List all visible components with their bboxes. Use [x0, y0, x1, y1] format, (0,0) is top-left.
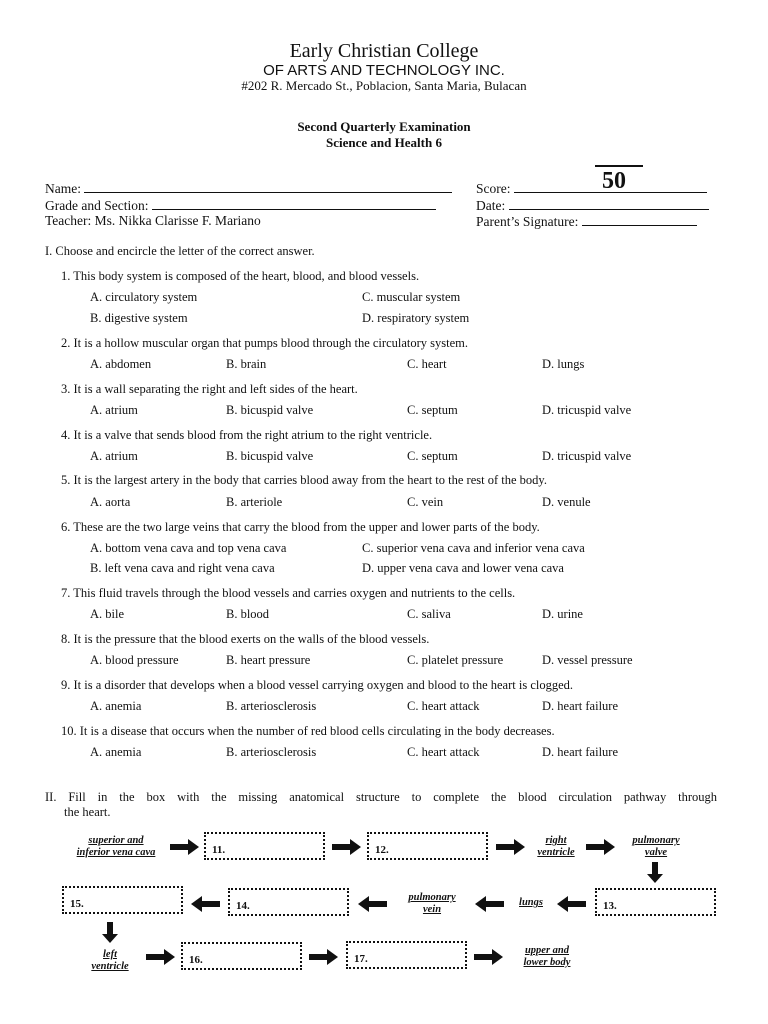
arrow-down-icon	[646, 862, 664, 884]
arrow-left-icon	[474, 895, 504, 913]
name-field[interactable]	[45, 180, 452, 197]
q6-option-d[interactable]: D. upper vena cava and lower vena cava	[362, 561, 564, 575]
answer-box-17[interactable]: 17.	[346, 941, 467, 969]
q10-option-b[interactable]: B. arteriosclerosis	[226, 745, 317, 759]
q3-option-a[interactable]: A. atrium	[90, 403, 138, 417]
question-6: 6. These are the two large veins that carry the blood from the upper and lower parts of the body.	[61, 520, 540, 534]
score-label: Score:	[476, 181, 511, 196]
exam-title: Second Quarterly Examination	[297, 119, 471, 134]
q1-option-d[interactable]: D. respiratory system	[362, 311, 470, 325]
arrow-right-icon	[474, 948, 504, 966]
q3-option-b[interactable]: B. bicuspid valve	[226, 403, 314, 417]
name-label: Name:	[45, 181, 81, 196]
answer-box-13[interactable]: 13.	[595, 888, 716, 916]
q4-option-a[interactable]: A. atrium	[90, 449, 138, 463]
q10-option-a[interactable]: A. anemia	[90, 745, 142, 759]
q5-option-b[interactable]: B. arteriole	[226, 495, 283, 509]
label-pulmonary-valve: pulmonary valve	[632, 835, 680, 858]
part1-instruction: I. Choose and encircle the letter of the correct answer.	[45, 244, 315, 258]
name-line	[84, 180, 452, 193]
q6-option-c[interactable]: C. superior vena cava and inferior vena cava	[362, 541, 585, 555]
grade-label: Grade and Section:	[45, 198, 149, 213]
q5-option-c[interactable]: C. vein	[407, 495, 444, 509]
q2-option-d[interactable]: D. lungs	[542, 357, 585, 371]
q9-option-c[interactable]: C. heart attack	[407, 699, 480, 713]
q8-option-d[interactable]: D. vessel pressure	[542, 653, 633, 667]
arrow-right-icon	[170, 838, 200, 856]
q9-option-b[interactable]: B. arteriosclerosis	[226, 699, 317, 713]
q3-option-d[interactable]: D. tricuspid valve	[542, 403, 632, 417]
school-address: #202 R. Mercado St., Poblacion, Santa Maria, Bulacan	[241, 78, 527, 93]
q2-option-b[interactable]: B. brain	[226, 357, 267, 371]
arrow-left-icon	[190, 895, 220, 913]
label-left-ventricle: left ventricle	[91, 949, 129, 972]
q7-option-d[interactable]: D. urine	[542, 607, 583, 621]
question-3: 3. It is a wall separating the right and left sides of the heart.	[61, 382, 358, 396]
answer-box-14[interactable]: 14.	[228, 888, 349, 916]
question-1: 1. This body system is composed of the heart, blood, and blood vessels.	[61, 269, 420, 283]
question-7: 7. This fluid travels through the blood vessels and carries oxygen and nutrients to the cells.	[61, 586, 516, 600]
q6-option-a[interactable]: A. bottom vena cava and top vena cava	[90, 541, 287, 555]
part2-instruction: II. Fill in the box with the missing anatomical structure to complete the blood circulation pathway through	[45, 790, 717, 804]
grade-section-field[interactable]	[45, 197, 436, 214]
school-name: Early Christian College	[289, 40, 479, 62]
q8-option-b[interactable]: B. heart pressure	[226, 653, 311, 667]
q8-option-a[interactable]: A. blood pressure	[90, 653, 179, 667]
question-9: 9. It is a disorder that develops when a blood vessel carrying oxygen and blood to the heart is clogged.	[61, 678, 574, 692]
question-5: 5. It is the largest artery in the body that carries blood away from the heart to the rest of the body.	[61, 473, 547, 487]
answer-box-11[interactable]: 11.	[204, 832, 325, 860]
answer-box-15[interactable]: 15.	[62, 886, 183, 914]
q1-option-c[interactable]: C. muscular system	[362, 290, 461, 304]
q7-option-c[interactable]: C. saliva	[407, 607, 451, 621]
q4-option-d[interactable]: D. tricuspid valve	[542, 449, 632, 463]
question-4: 4. It is a valve that sends blood from the right atrium to the right ventricle.	[61, 428, 433, 442]
exam-subject: Science and Health 6	[326, 135, 442, 150]
question-8: 8. It is the pressure that the blood exerts on the walls of the blood vessels.	[61, 632, 430, 646]
q7-option-a[interactable]: A. bile	[90, 607, 125, 621]
arrow-left-icon	[556, 895, 586, 913]
q7-option-b[interactable]: B. blood	[226, 607, 270, 621]
score-field[interactable]	[476, 180, 707, 197]
teacher-name: Teacher: Ms. Nikka Clarisse F. Mariano	[45, 213, 261, 228]
arrow-right-icon	[332, 838, 362, 856]
q6-option-b[interactable]: B. left vena cava and right vena cava	[90, 561, 275, 575]
answer-box-16[interactable]: 16.	[181, 942, 302, 970]
q2-option-a[interactable]: A. abdomen	[90, 357, 152, 371]
arrow-right-icon	[496, 838, 526, 856]
question-2: 2. It is a hollow muscular organ that pumps blood through the circulatory system.	[61, 336, 468, 350]
q8-option-c[interactable]: C. platelet pressure	[407, 653, 504, 667]
q9-option-a[interactable]: A. anemia	[90, 699, 142, 713]
q3-option-c[interactable]: C. septum	[407, 403, 458, 417]
school-subtitle: OF ARTS AND TECHNOLOGY INC.	[263, 62, 505, 79]
q10-option-d[interactable]: D. heart failure	[542, 745, 619, 759]
q5-option-a[interactable]: A. aorta	[90, 495, 131, 509]
signature-field[interactable]	[476, 213, 697, 230]
q5-option-d[interactable]: D. venule	[542, 495, 591, 509]
q4-option-c[interactable]: C. septum	[407, 449, 458, 463]
score-overline	[595, 165, 643, 167]
label-right-ventricle: right ventricle	[537, 835, 575, 858]
arrow-left-icon	[357, 895, 387, 913]
signature-label: Parent’s Signature:	[476, 214, 579, 229]
label-lungs: lungs	[519, 897, 543, 908]
q9-option-d[interactable]: D. heart failure	[542, 699, 619, 713]
q4-option-b[interactable]: B. bicuspid valve	[226, 449, 314, 463]
score-total: 50	[602, 168, 626, 194]
grade-line	[152, 197, 436, 210]
answer-box-12[interactable]: 12.	[367, 832, 488, 860]
signature-line	[582, 213, 697, 226]
part2-instruction-cont: the heart.	[64, 805, 111, 819]
label-vena-cava: superior and inferior vena cava	[76, 835, 156, 858]
date-label: Date:	[476, 198, 506, 213]
arrow-right-icon	[146, 948, 176, 966]
q1-option-b[interactable]: B. digestive system	[90, 311, 188, 325]
arrow-down-icon	[101, 922, 119, 944]
q10-option-c[interactable]: C. heart attack	[407, 745, 480, 759]
question-10: 10. It is a disease that occurs when the number of red blood cells circulating in the body decreases.	[61, 724, 555, 738]
arrow-right-icon	[586, 838, 616, 856]
q1-option-a[interactable]: A. circulatory system	[90, 290, 198, 304]
score-line	[514, 180, 707, 193]
label-upper-lower-body: upper and lower body	[523, 945, 571, 968]
date-line	[509, 197, 709, 210]
label-pulmonary-vein: pulmonary vein	[408, 892, 456, 915]
arrow-right-icon	[309, 948, 339, 966]
q2-option-c[interactable]: C. heart	[407, 357, 447, 371]
date-field[interactable]	[476, 197, 709, 214]
